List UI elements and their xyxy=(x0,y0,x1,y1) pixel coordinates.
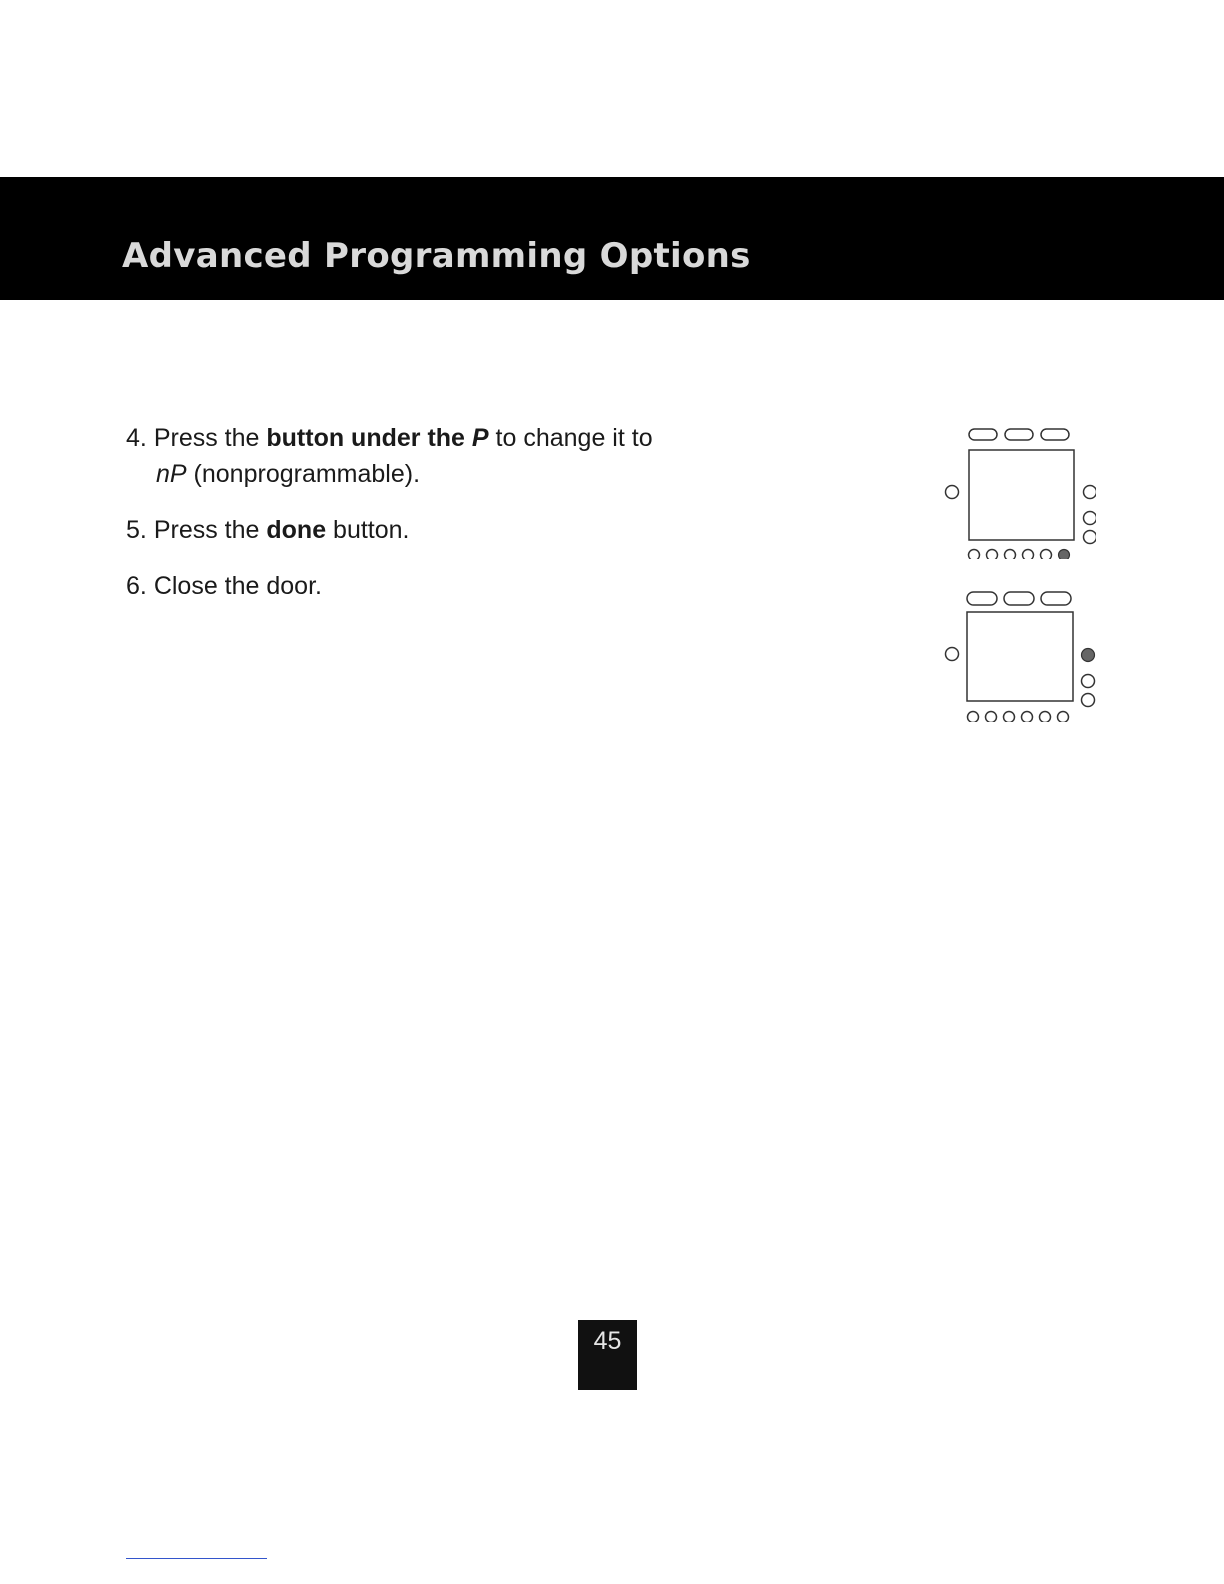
top-button xyxy=(1004,592,1034,605)
bottom-button xyxy=(987,550,998,560)
thermostat-diagram-p xyxy=(936,587,1096,722)
step-4-continuation xyxy=(156,457,420,491)
step-5-bold: done xyxy=(266,516,327,544)
top-button xyxy=(969,429,997,440)
bottom-button xyxy=(1005,550,1016,560)
top-button xyxy=(1041,592,1071,605)
bottom-button xyxy=(986,712,997,723)
left-button xyxy=(946,648,959,661)
display-screen xyxy=(967,612,1073,701)
bottom-button xyxy=(1058,712,1069,723)
right-button xyxy=(1084,531,1097,544)
page-title: Advanced Programming Options xyxy=(122,236,751,276)
bottom-button xyxy=(1041,550,1052,560)
footer-rule xyxy=(126,1558,267,1559)
right-button xyxy=(1084,486,1097,499)
bottom-button xyxy=(1040,712,1051,723)
right-button xyxy=(1082,675,1095,688)
step-4-bold: button under the xyxy=(266,424,465,452)
step-4-number: 4. xyxy=(126,424,147,452)
display-screen xyxy=(969,450,1074,540)
step-5 xyxy=(126,513,410,547)
step-5-pre: Press the xyxy=(153,516,260,544)
done-button-highlight xyxy=(1059,550,1070,560)
page-number: 45 xyxy=(593,1327,622,1355)
right-button xyxy=(1082,694,1095,707)
top-button xyxy=(1041,429,1069,440)
step-6 xyxy=(126,569,322,603)
bottom-button xyxy=(1023,550,1034,560)
step-6-number: 6. xyxy=(126,572,147,600)
left-button xyxy=(946,486,959,499)
thermostat-diagram-done xyxy=(936,424,1096,559)
step-5-post: button. xyxy=(333,516,410,544)
top-button xyxy=(967,592,997,605)
step-5-number: 5. xyxy=(126,516,147,544)
bottom-button xyxy=(969,550,980,560)
step-4-rest: (nonprogrammable). xyxy=(193,460,421,488)
step-6-text: Close the door. xyxy=(153,572,322,600)
step-4-pre: Press the xyxy=(153,424,260,452)
right-button xyxy=(1084,512,1097,525)
page-number-box xyxy=(578,1320,637,1390)
p-button-highlight xyxy=(1082,649,1095,662)
bottom-button xyxy=(1004,712,1015,723)
step-4-post: to change it to xyxy=(495,424,653,452)
step-4-np: nP xyxy=(156,460,187,488)
top-button xyxy=(1005,429,1033,440)
bottom-button xyxy=(968,712,979,723)
step-4-bold-italic: P xyxy=(471,424,489,452)
bottom-button xyxy=(1022,712,1033,723)
step-4 xyxy=(126,421,653,455)
